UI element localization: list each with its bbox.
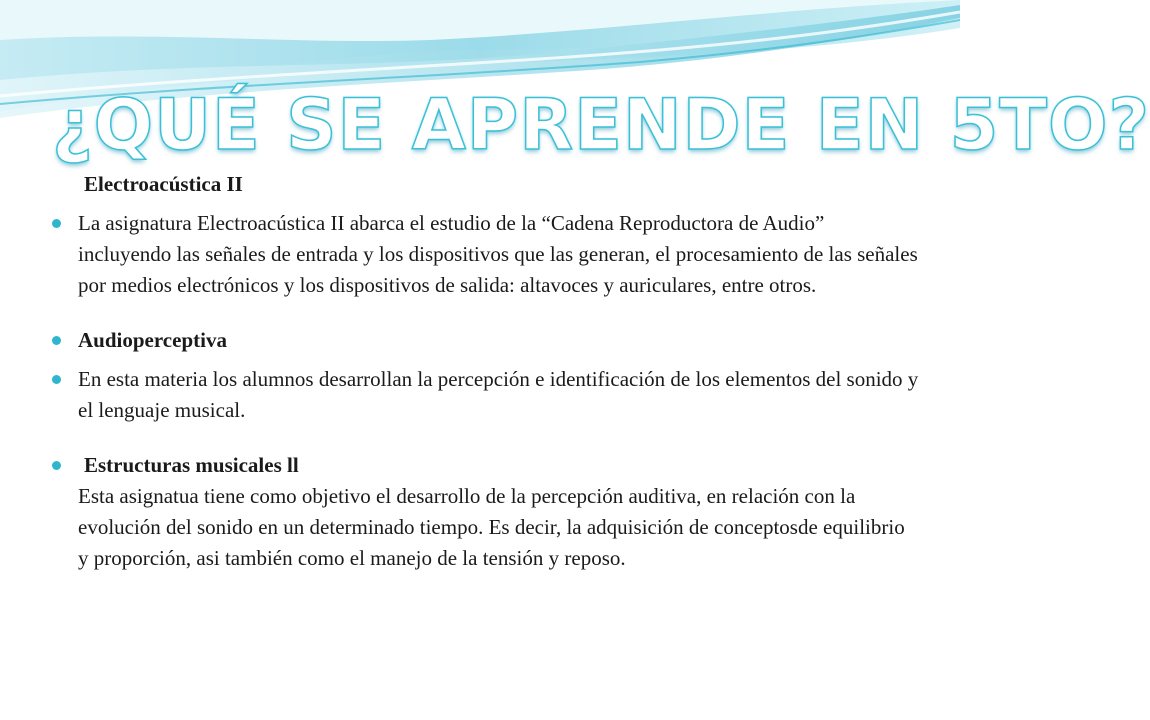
list-item (50, 450, 920, 574)
list-item (50, 208, 920, 301)
bullet-list (50, 208, 920, 574)
item-text: Esta asignatua tiene como objetivo el desarrollo de la percepción auditiva, en relación con la evolución del sonido en un determinado tiempo. Es decir, la adquisición de conceptosde equilibrio y proporción, asi también como el manejo de la tensión y reposo. (78, 484, 905, 570)
list-item (50, 325, 920, 356)
bullet-icon (52, 219, 61, 228)
bullet-icon (52, 461, 61, 470)
item-heading: Audioperceptiva (78, 328, 227, 352)
item-heading: Estructuras musicales ll (84, 453, 299, 477)
bullet-icon (52, 375, 61, 384)
bullet-icon (52, 336, 61, 345)
slide-title: ¿QUÉ SE APRENDE EN 5TO? (52, 84, 1150, 166)
item-text: En esta materia los alumnos desarrollan la percepción e identificación de los elementos del sonido y el lenguaje musical. (78, 367, 919, 422)
item-text: La asignatura Electroacústica II abarca el estudio de la “Cadena Reproductora de Audio” incluyendo las señales de entrada y los dispositivos que las generan, el procesamiento de las señales por medios electrónicos y los dispositivos de salida: altavoces y auriculares, entre otros. (78, 211, 918, 297)
list-item (50, 364, 920, 426)
slide-subtitle: Electroacústica II (84, 172, 243, 196)
